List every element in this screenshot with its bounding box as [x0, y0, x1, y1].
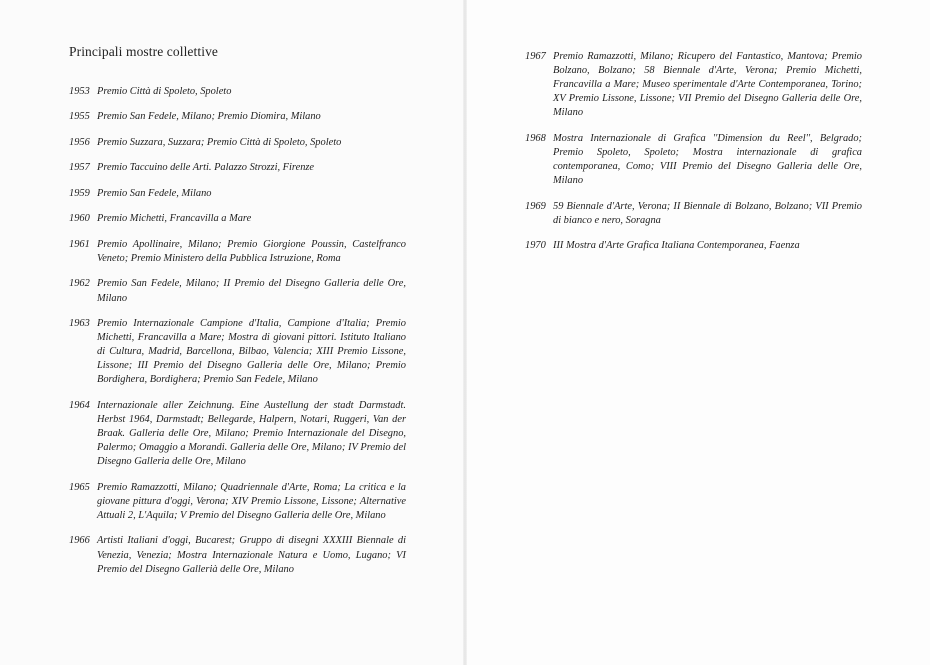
entry-year: 1956	[69, 136, 90, 148]
entry-text: Premio Ramazzotti, Milano; Ricupero del Fantastico, Mantova; Premio Bolzano, Bolzano; 58 Biennale d'Arte, Verona; Premio Michetti, Francavilla a Mare; Museo sperimentale d'Arte Contemporanea, Torino; XV Premio Lissone, Lissone; VII Premio del Disegno Galleria delle Ore, Milano	[553, 51, 862, 119]
entry-year: 1963	[69, 318, 90, 330]
entry-year: 1953	[69, 86, 90, 97]
exhibition-entry	[525, 50, 862, 120]
exhibition-entry	[69, 212, 406, 226]
entry-year: 1959	[69, 187, 90, 199]
entry-year: 1969	[525, 200, 546, 212]
exhibition-entry	[69, 277, 406, 305]
entry-year: 1964	[69, 399, 90, 411]
entry-text: Premio Internazionale Campione d'Italia, Campione d'Italia; Premio Michetti, Francavilla a Mare; Mostra di giovani pittori. Istituto Italiano di Cultura, Madrid, Barcellona, Bilbao, Valencia; XIII Premio Lissone, Lissone; III Premio del Disegno Galleria delle Ore, Milano; Premio Bordighera, Bordighera; Premio San Fedele, Milano	[97, 318, 406, 386]
entry-text: Premio Michetti, Francavilla a Mare	[97, 213, 252, 225]
entry-text: Premio San Fedele, Milano; Premio Diomira, Milano	[97, 111, 321, 123]
entry-text: III Mostra d'Arte Grafica Italiana Contemporanea, Faenza	[553, 240, 800, 252]
entry-text: Premio Apollinaire, Milano; Premio Giorgione Poussin, Castelfranco Veneto; Premio Ministero della Pubblica Istruzione, Roma	[97, 238, 406, 264]
entry-year: 1967	[525, 51, 546, 62]
entry-text: Internazionale aller Zeichnung. Eine Austellung der stadt Darmstadt. Herbst 1964, Darmstadt; Bellegarde, Halpern, Notari, Ruggeri, Van der Braak. Galleria delle Ore, Milano; Premio Internazionale del Disegno, Palermo; Omaggio a Morandi. Galleria delle Ore, Milano; IV Premio del Disegno Galleria delle Ore, Milano	[97, 399, 406, 468]
book-gutter	[463, 0, 467, 665]
entry-text: Premio San Fedele, Milano	[97, 187, 212, 199]
section-heading: Principali mostre collettive	[69, 44, 219, 59]
exhibition-entry	[69, 317, 406, 387]
entry-year: 1966	[69, 535, 90, 547]
exhibition-entry	[69, 85, 406, 99]
entry-text: 59 Biennale d'Arte, Verona; II Biennale di Bolzano, Bolzano; VII Premio di bianco e nero, Soragna	[553, 200, 862, 226]
entry-text: Premio San Fedele, Milano; II Premio del Disegno Galleria delle Ore, Milano	[97, 278, 406, 304]
entry-year: 1970	[525, 240, 546, 252]
entry-text: Premio Ramazzotti, Milano; Quadriennale d'Arte, Roma; La critica e la giovane pittura d'oggi, Verona; XIV Premio Lissone, Lissone; Alternative Attuali 2, L'Aquila; V Premio del Disegno Galleria delle Ore, Milano	[97, 481, 406, 521]
exhibition-entry	[525, 200, 862, 228]
entry-text: Premio Città di Spoleto, Spoleto	[97, 86, 232, 97]
exhibition-entry	[69, 161, 406, 175]
exhibition-list-left	[69, 85, 406, 588]
entry-text: Premio Taccuino delle Arti. Palazzo Strozzi, Firenze	[97, 162, 315, 174]
exhibition-entry	[525, 239, 862, 253]
entry-year: 1968	[525, 132, 546, 144]
entry-year: 1955	[69, 111, 90, 123]
exhibition-entry	[69, 110, 406, 124]
entry-year: 1960	[69, 213, 90, 225]
exhibition-entry	[69, 238, 406, 266]
entry-year: 1965	[69, 481, 90, 493]
entry-text: Premio Suzzara, Suzzara; Premio Città di Spoleto, Spoleto	[97, 136, 342, 148]
exhibition-list-right	[525, 50, 862, 265]
entry-year: 1961	[69, 238, 90, 250]
entry-year: 1957	[69, 162, 90, 174]
entry-text: Artisti Italiani d'oggi, Bucarest; Gruppo di disegni XXXIII Biennale di Venezia, Venezia; Mostra Internazionale Natura e Uomo, Lugano; VI Premio del Disegno Gallerià delle Ore, Milano	[97, 535, 406, 575]
exhibition-entry	[525, 132, 862, 188]
entry-text: Mostra Internazionale di Grafica ''Dimension du Reel'', Belgrado; Premio Spoleto, Spoleto; Mostra internazionale di grafica contemporanea, Como; VIII Premio del Disegno Galleria delle Ore, Milano	[553, 132, 862, 187]
exhibition-entry	[69, 136, 406, 150]
exhibition-entry	[69, 399, 406, 469]
exhibition-entry	[69, 187, 406, 201]
entry-year: 1962	[69, 278, 90, 290]
exhibition-entry	[69, 534, 406, 576]
exhibition-entry	[69, 481, 406, 523]
